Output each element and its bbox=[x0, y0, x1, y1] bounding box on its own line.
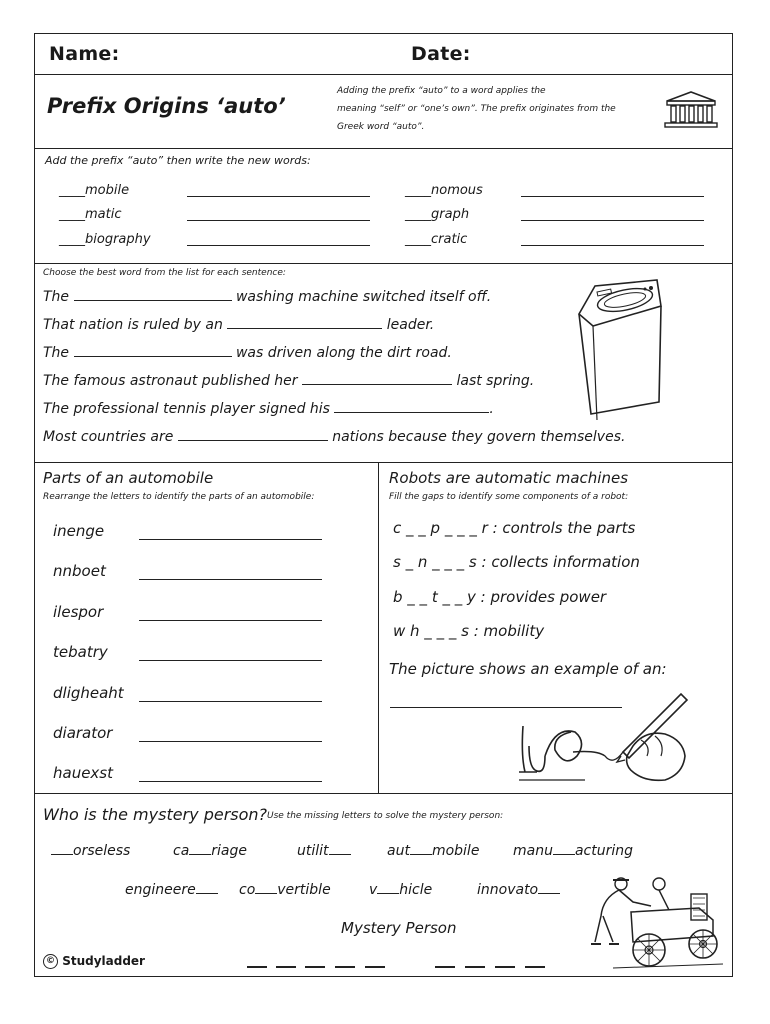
mystery-word: orseless bbox=[51, 843, 130, 859]
section5-instruction: Use the missing letters to solve the mystery person: bbox=[267, 811, 504, 821]
hand-writing-signature-icon bbox=[515, 686, 690, 786]
section2-instruction: Choose the best word from the list for each sentence: bbox=[43, 268, 286, 278]
divider bbox=[35, 462, 732, 463]
robot-clue: c _ _ p _ _ _ r : controls the parts bbox=[393, 519, 636, 537]
brand-name: Studyladder bbox=[62, 954, 145, 968]
sentence-blank[interactable] bbox=[74, 300, 232, 301]
letter-blank[interactable] bbox=[553, 854, 575, 855]
letter-blank[interactable] bbox=[410, 854, 432, 855]
answer-line[interactable] bbox=[187, 245, 370, 246]
prefix-word-item: ____matic bbox=[59, 207, 122, 222]
sentence: The washing machine switched itself off. bbox=[43, 289, 492, 305]
divider bbox=[35, 793, 732, 794]
sentence: Most countries are nations because they govern themselves. bbox=[43, 429, 626, 445]
scrambled-word: ilespor bbox=[53, 603, 104, 621]
section5-title: Who is the mystery person? bbox=[43, 805, 268, 824]
robot-clue: w h _ _ _ s : mobility bbox=[393, 622, 545, 640]
scrambled-word: diarator bbox=[53, 724, 113, 742]
prefix-word-item: ____cratic bbox=[405, 232, 468, 247]
vintage-car-mechanic-icon bbox=[573, 872, 727, 972]
scrambled-word: hauexst bbox=[53, 764, 114, 782]
mystery-word: co vertible bbox=[239, 882, 331, 898]
letter-blank[interactable] bbox=[465, 966, 485, 968]
greek-temple-icon bbox=[663, 89, 719, 129]
answer-line[interactable] bbox=[139, 781, 322, 782]
scrambled-word: inenge bbox=[53, 522, 105, 540]
mystery-word: utilit bbox=[297, 843, 351, 859]
picture-prompt: The picture shows an example of an: bbox=[389, 660, 667, 678]
divider bbox=[35, 148, 732, 149]
scrambled-word: nnboet bbox=[53, 562, 106, 580]
letter-blank[interactable] bbox=[377, 893, 399, 894]
answer-line[interactable] bbox=[187, 220, 370, 221]
mystery-word: ca riage bbox=[173, 843, 248, 859]
answer-line[interactable] bbox=[139, 579, 322, 580]
scrambled-word: tebatry bbox=[53, 643, 108, 661]
description-line: meaning “self” or “one’s own”. The prefix originates from the bbox=[337, 104, 616, 114]
section4-title: Robots are automatic machines bbox=[389, 469, 629, 487]
letter-blank[interactable] bbox=[255, 893, 277, 894]
section3-title: Parts of an automobile bbox=[43, 469, 214, 487]
letter-blank[interactable] bbox=[525, 966, 545, 968]
sentence-blank[interactable] bbox=[334, 412, 489, 413]
letter-blank[interactable] bbox=[196, 893, 218, 894]
sentence: The professional tennis player signed his . bbox=[43, 401, 494, 417]
prefix-word-item: ____nomous bbox=[405, 183, 483, 198]
letter-blank[interactable] bbox=[305, 966, 325, 968]
answer-line[interactable] bbox=[187, 196, 370, 197]
divider bbox=[35, 74, 732, 75]
description-line: Adding the prefix “auto” to a word applies the bbox=[337, 86, 546, 96]
answer-line[interactable] bbox=[521, 245, 704, 246]
divider bbox=[35, 263, 732, 264]
letter-blank[interactable] bbox=[189, 854, 211, 855]
washing-machine-icon bbox=[573, 274, 665, 422]
footer-brand bbox=[43, 954, 145, 969]
answer-line[interactable] bbox=[521, 196, 704, 197]
letter-blank[interactable] bbox=[329, 854, 351, 855]
sentence-blank[interactable] bbox=[178, 440, 328, 441]
robot-clue: s _ n _ _ _ s : collects information bbox=[393, 553, 640, 571]
sentence-blank[interactable] bbox=[74, 356, 232, 357]
mystery-word: innovato bbox=[477, 882, 560, 898]
letter-blank[interactable] bbox=[51, 854, 73, 855]
mystery-label: Mystery Person bbox=[341, 919, 457, 937]
letter-blank[interactable] bbox=[495, 966, 515, 968]
copyright-icon: © bbox=[43, 954, 58, 969]
section4-instruction: Fill the gaps to identify some components of a robot: bbox=[389, 492, 629, 502]
answer-line[interactable] bbox=[139, 701, 322, 702]
answer-line[interactable] bbox=[139, 620, 322, 621]
sentence-blank[interactable] bbox=[302, 384, 452, 385]
robot-clue: b _ _ t _ _ y : provides power bbox=[393, 588, 607, 606]
letter-blank[interactable] bbox=[365, 966, 385, 968]
prefix-word-item: ____biography bbox=[59, 232, 151, 247]
worksheet bbox=[34, 33, 733, 977]
sentence: The was driven along the dirt road. bbox=[43, 345, 452, 361]
letter-blank[interactable] bbox=[538, 893, 560, 894]
prefix-word-item: ____mobile bbox=[59, 183, 130, 198]
sentence: That nation is ruled by an leader. bbox=[43, 317, 435, 333]
column-divider bbox=[378, 462, 379, 793]
mystery-word: aut mobile bbox=[387, 843, 480, 859]
sentence: The famous astronaut published her last spring. bbox=[43, 373, 535, 389]
prefix-word-item: ____graph bbox=[405, 207, 470, 222]
section1-instruction: Add the prefix “auto” then write the new words: bbox=[45, 154, 311, 167]
scrambled-word: dligheaht bbox=[53, 684, 124, 702]
letter-blank[interactable] bbox=[247, 966, 267, 968]
sentence-blank[interactable] bbox=[227, 328, 382, 329]
mystery-word: engineere bbox=[125, 882, 218, 898]
page-title: Prefix Origins ‘auto’ bbox=[47, 94, 286, 118]
section3-instruction: Rearrange the letters to identify the parts of an automobile: bbox=[43, 492, 315, 502]
answer-line[interactable] bbox=[139, 660, 322, 661]
letter-blank[interactable] bbox=[276, 966, 296, 968]
date-label: Date: bbox=[411, 43, 471, 65]
letter-blank[interactable] bbox=[335, 966, 355, 968]
letter-blank[interactable] bbox=[435, 966, 455, 968]
name-label: Name: bbox=[49, 43, 120, 65]
answer-line[interactable] bbox=[139, 539, 322, 540]
answer-line[interactable] bbox=[139, 741, 322, 742]
answer-line[interactable] bbox=[521, 220, 704, 221]
mystery-word: v hicle bbox=[369, 882, 433, 898]
mystery-word: manu acturing bbox=[513, 843, 634, 859]
description-line: Greek word “auto”. bbox=[337, 122, 425, 132]
